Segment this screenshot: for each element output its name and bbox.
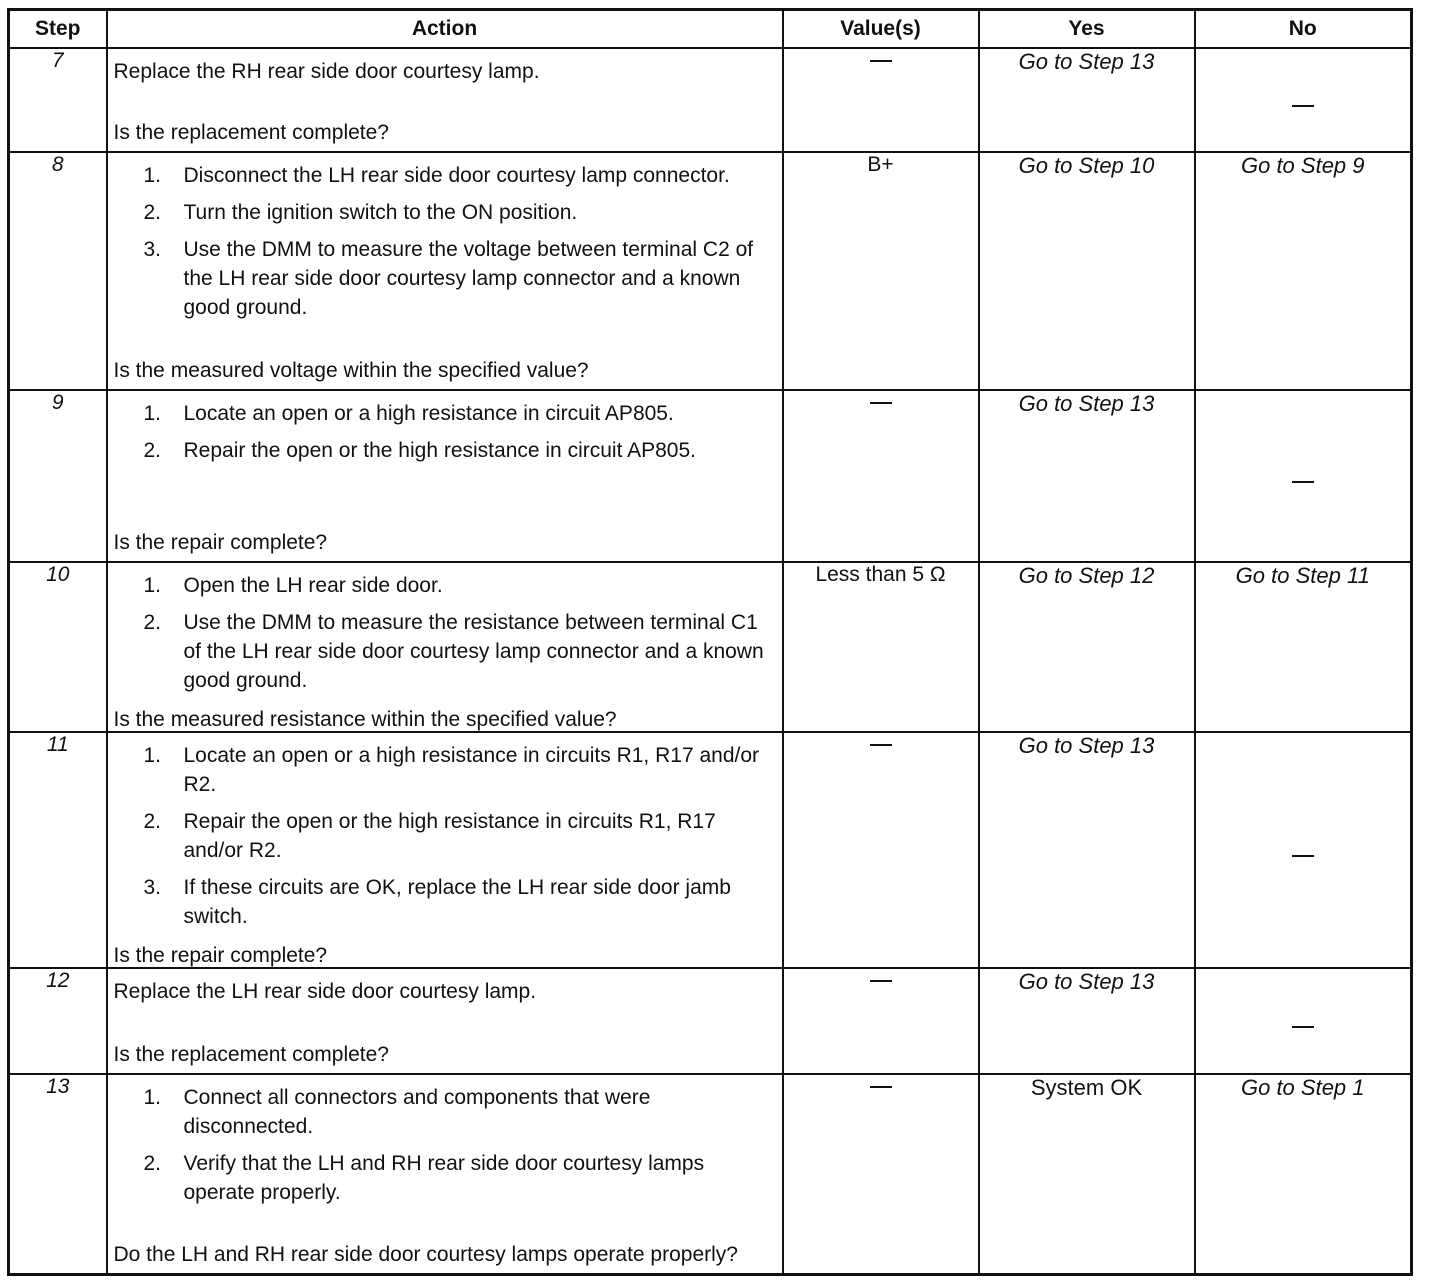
list-item-text: Locate an open or a high resistance in circuit AP805. bbox=[183, 402, 674, 425]
action-content bbox=[108, 153, 782, 389]
list-item-number: 1. bbox=[143, 402, 162, 425]
step-number: 11 bbox=[9, 732, 107, 968]
list-item bbox=[114, 399, 774, 428]
action-cell bbox=[107, 562, 783, 732]
action-question: Is the repair complete? bbox=[113, 944, 328, 967]
step-number: 12 bbox=[9, 968, 107, 1074]
list-item-text: Repair the open or the high resistance in circuits R1, R17 and/or R2. bbox=[183, 810, 716, 862]
step-number: 10 bbox=[9, 562, 107, 732]
action-question: Do the LH and RH rear side door courtesy lamps operate properly? bbox=[113, 1243, 738, 1266]
table-row bbox=[9, 968, 1412, 1074]
action-question: Is the repair complete? bbox=[113, 531, 328, 554]
action-intro: Replace the LH rear side door courtesy lamp. bbox=[113, 980, 537, 1003]
list-item-number: 1. bbox=[143, 1086, 162, 1109]
action-question: Is the replacement complete? bbox=[113, 1043, 389, 1066]
no-cell bbox=[1195, 968, 1412, 1074]
yes-cell: Go to Step 10 bbox=[979, 152, 1195, 390]
list-item-text: If these circuits are OK, replace the LH rear side door jamb switch. bbox=[183, 876, 731, 928]
value-cell bbox=[783, 1074, 979, 1275]
list-item-text: Open the LH rear side door. bbox=[183, 574, 443, 597]
list-item-number: 2. bbox=[143, 201, 162, 224]
no-cell bbox=[1195, 48, 1412, 152]
no-cell bbox=[1195, 732, 1412, 968]
step-number: 8 bbox=[9, 152, 107, 390]
list-item-text: Disconnect the LH rear side door courtesy lamp connector. bbox=[183, 164, 730, 187]
yes-cell: System OK bbox=[979, 1074, 1195, 1275]
step-number: 13 bbox=[9, 1074, 107, 1275]
list-item bbox=[114, 436, 774, 465]
value-cell: B+ bbox=[783, 152, 979, 390]
action-steps bbox=[114, 57, 774, 86]
list-item-number: 2. bbox=[143, 810, 162, 833]
action-list bbox=[114, 161, 774, 322]
list-item bbox=[114, 741, 774, 799]
action-content bbox=[108, 391, 782, 561]
action-list bbox=[114, 399, 774, 465]
list-item-number: 2. bbox=[143, 1152, 162, 1175]
value-cell bbox=[783, 390, 979, 562]
dash-mark bbox=[1292, 481, 1314, 483]
action-steps bbox=[114, 399, 774, 473]
step-number: 9 bbox=[9, 390, 107, 562]
list-item-number: 1. bbox=[143, 744, 162, 767]
action-list bbox=[114, 571, 774, 695]
action-content bbox=[108, 49, 782, 151]
action-question: Is the measured voltage within the specified value? bbox=[113, 359, 589, 382]
header-row bbox=[9, 10, 1412, 49]
table-row bbox=[9, 1074, 1412, 1275]
list-item-number: 2. bbox=[143, 611, 162, 634]
list-item bbox=[114, 235, 774, 322]
list-item bbox=[114, 571, 774, 600]
action-question: Is the measured resistance within the specified value? bbox=[113, 708, 617, 731]
action-steps bbox=[114, 977, 774, 1006]
no-cell: Go to Step 1 bbox=[1195, 1074, 1412, 1275]
table-row bbox=[9, 732, 1412, 968]
step-number: 7 bbox=[9, 48, 107, 152]
list-item-text: Use the DMM to measure the resistance between terminal C1 of the LH rear side door courtesy lamp connector and a known good ground. bbox=[183, 611, 764, 692]
header-action: Action bbox=[107, 10, 783, 49]
no-cell: Go to Step 11 bbox=[1195, 562, 1412, 732]
list-item-number: 1. bbox=[143, 574, 162, 597]
action-steps bbox=[114, 1083, 774, 1215]
dash-mark bbox=[870, 60, 892, 62]
list-item bbox=[114, 873, 774, 931]
table-body bbox=[9, 48, 1412, 1275]
list-item-text: Verify that the LH and RH rear side door courtesy lamps operate properly. bbox=[183, 1152, 705, 1204]
header-values: Value(s) bbox=[783, 10, 979, 49]
list-item bbox=[114, 161, 774, 190]
header-step: Step bbox=[9, 10, 107, 49]
action-cell bbox=[107, 152, 783, 390]
header-yes: Yes bbox=[979, 10, 1195, 49]
yes-cell: Go to Step 13 bbox=[979, 732, 1195, 968]
list-item-text: Locate an open or a high resistance in circuits R1, R17 and/or R2. bbox=[183, 744, 760, 796]
no-cell bbox=[1195, 390, 1412, 562]
table-row bbox=[9, 152, 1412, 390]
list-item bbox=[114, 608, 774, 695]
no-cell: Go to Step 9 bbox=[1195, 152, 1412, 390]
value-cell bbox=[783, 48, 979, 152]
action-content bbox=[108, 1075, 782, 1273]
list-item bbox=[114, 807, 774, 865]
value-cell bbox=[783, 968, 979, 1074]
dash-mark bbox=[1292, 855, 1314, 857]
action-cell bbox=[107, 732, 783, 968]
table-row bbox=[9, 48, 1412, 152]
dash-mark bbox=[870, 980, 892, 982]
list-item-text: Turn the ignition switch to the ON position. bbox=[183, 201, 578, 224]
dash-mark bbox=[870, 1086, 892, 1088]
header-no: No bbox=[1195, 10, 1412, 49]
list-item-text: Use the DMM to measure the voltage between terminal C2 of the LH rear side door courtesy lamp connector and a known good ground. bbox=[183, 238, 754, 319]
action-content bbox=[108, 733, 782, 967]
table-row bbox=[9, 390, 1412, 562]
list-item bbox=[114, 1083, 774, 1141]
list-item-number: 3. bbox=[143, 876, 162, 899]
action-content bbox=[108, 563, 782, 731]
action-cell bbox=[107, 1074, 783, 1275]
list-item-number: 2. bbox=[143, 439, 162, 462]
table-row bbox=[9, 562, 1412, 732]
value-cell: Less than 5 Ω bbox=[783, 562, 979, 732]
dash-mark bbox=[1292, 1026, 1314, 1028]
action-cell bbox=[107, 968, 783, 1074]
yes-cell: Go to Step 13 bbox=[979, 968, 1195, 1074]
list-item-text: Repair the open or the high resistance in circuit AP805. bbox=[183, 439, 696, 462]
list-item bbox=[114, 198, 774, 227]
yes-cell: Go to Step 12 bbox=[979, 562, 1195, 732]
dash-mark bbox=[870, 402, 892, 404]
list-item-number: 3. bbox=[143, 238, 162, 261]
action-list bbox=[114, 741, 774, 931]
action-steps bbox=[114, 161, 774, 330]
action-question: Is the replacement complete? bbox=[113, 121, 389, 144]
yes-cell: Go to Step 13 bbox=[979, 390, 1195, 562]
action-content bbox=[108, 969, 782, 1073]
list-item-text: Connect all connectors and components that were disconnected. bbox=[183, 1086, 651, 1138]
yes-cell: Go to Step 13 bbox=[979, 48, 1195, 152]
list-item-number: 1. bbox=[143, 164, 162, 187]
dash-mark bbox=[870, 744, 892, 746]
diagnostic-table bbox=[7, 8, 1413, 1276]
action-list bbox=[114, 1083, 774, 1207]
value-cell bbox=[783, 732, 979, 968]
action-cell bbox=[107, 390, 783, 562]
action-steps bbox=[114, 741, 774, 939]
action-intro: Replace the RH rear side door courtesy lamp. bbox=[113, 60, 540, 83]
dash-mark bbox=[1292, 105, 1314, 107]
action-cell bbox=[107, 48, 783, 152]
action-steps bbox=[114, 571, 774, 703]
list-item bbox=[114, 1149, 774, 1207]
